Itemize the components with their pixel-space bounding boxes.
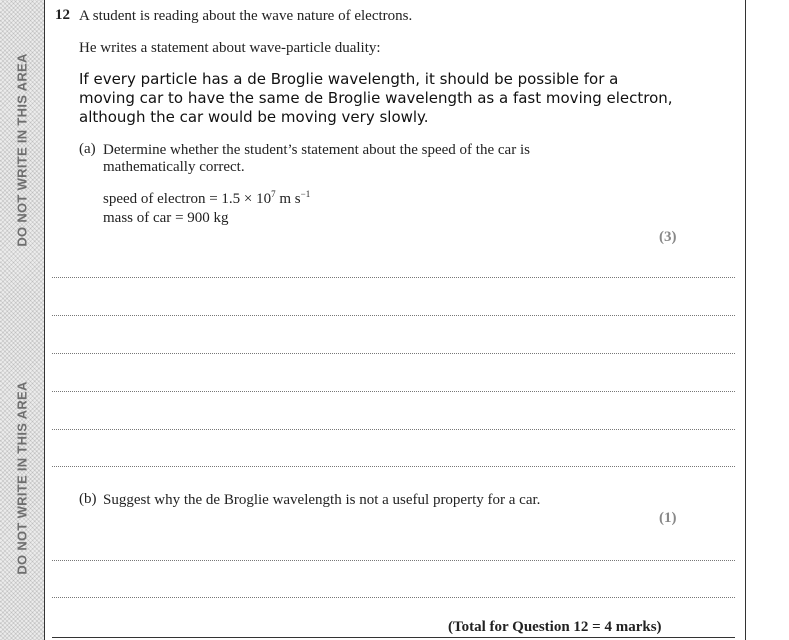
answer-line[interactable]	[52, 597, 735, 598]
given-speed-of-electron: speed of electron = $1.5 \times 10^7$ m $s^{-1}$	[103, 189, 311, 207]
bottom-rule	[52, 637, 735, 638]
statement-line: If every particle has a de Broglie wavelength, it should be possible for a	[79, 70, 619, 88]
answer-line[interactable]	[52, 466, 735, 467]
given-label: speed of electron	[103, 191, 206, 207]
answer-line[interactable]	[52, 429, 735, 430]
question-number: 12	[55, 7, 70, 23]
question-intro: A student is reading about the wave nature of electrons.	[79, 8, 413, 24]
answer-line[interactable]	[52, 560, 735, 561]
part-a-marks: (3)	[659, 229, 677, 245]
question-lead-in: He writes a statement about wave-particle duality:	[79, 40, 381, 56]
answer-line[interactable]	[52, 353, 735, 354]
unit-exponent: −1	[300, 189, 311, 199]
margin-warning-label-top: DO NOT WRITE IN THIS AREA	[14, 53, 30, 247]
part-a-prompt-line1: Determine whether the student’s statement about the speed of the car is	[103, 142, 530, 158]
answer-line[interactable]	[52, 277, 735, 278]
part-b-letter: (b)	[79, 491, 97, 507]
given-mass-of-car: mass of car = 900 kg	[103, 210, 229, 226]
answer-line[interactable]	[52, 315, 735, 316]
part-b-prompt: Suggest why the de Broglie wavelength is not a useful property for a car.	[103, 492, 541, 508]
given-value: 1.5 × 10	[221, 191, 272, 207]
answer-line[interactable]	[52, 391, 735, 392]
right-margin	[746, 0, 789, 640]
left-margin-strip	[0, 0, 44, 640]
part-b-marks: (1)	[659, 510, 677, 526]
unit: m s	[279, 191, 301, 207]
given-label: mass of car	[103, 210, 172, 226]
frame-left-border	[44, 0, 45, 640]
part-a-prompt-line2: mathematically correct.	[103, 159, 245, 175]
exponent: 7	[271, 189, 276, 199]
margin-warning-label-bottom: DO NOT WRITE IN THIS AREA	[14, 381, 30, 575]
part-a-letter: (a)	[79, 141, 96, 157]
statement-line: moving car to have the same de Broglie wavelength as a fast moving electron,	[79, 89, 673, 107]
question-total-marks: (Total for Question 12 = 4 marks)	[448, 619, 662, 635]
given-value: 900 kg	[187, 210, 229, 226]
student-statement	[79, 70, 699, 127]
statement-line: although the car would be moving very slowly.	[79, 108, 429, 126]
